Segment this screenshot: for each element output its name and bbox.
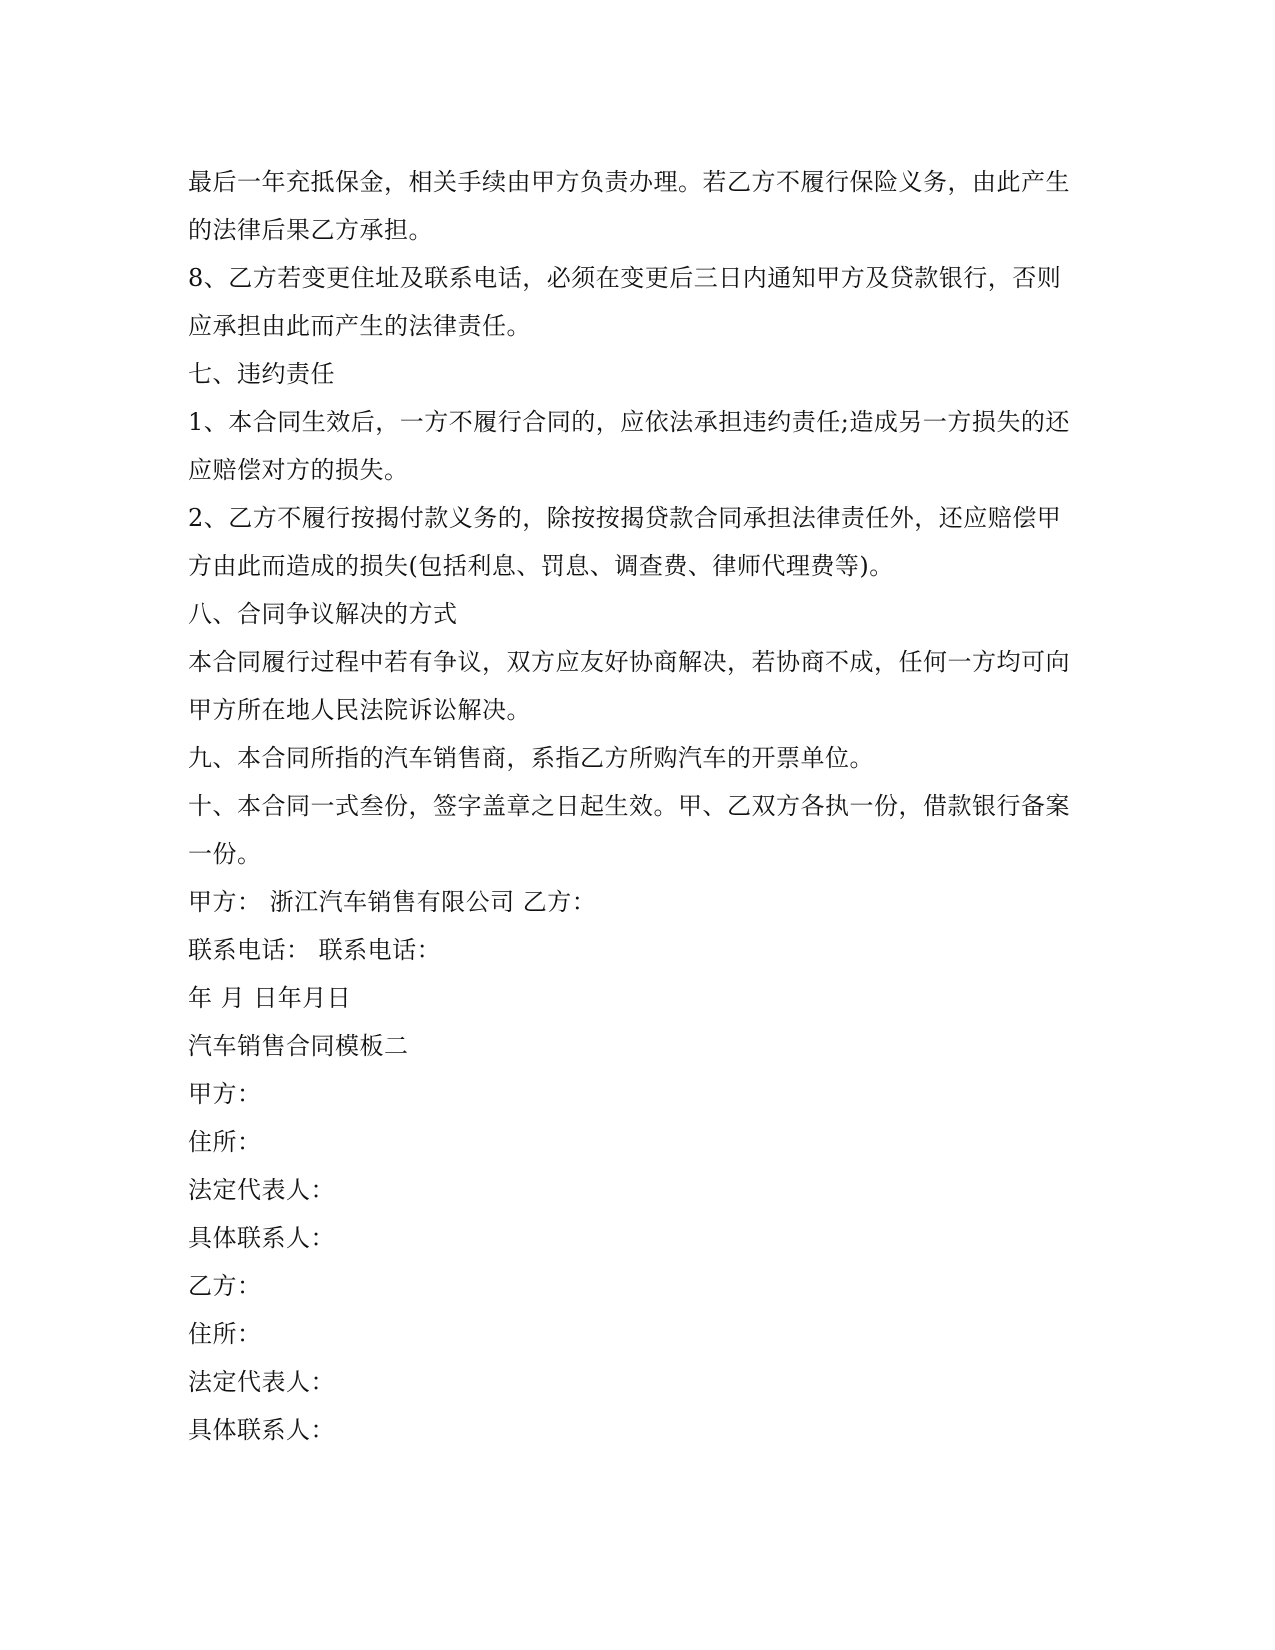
- text-line: 8、乙方若变更住址及联系电话，必须在变更后三日内通知甲方及贷款银行，否则: [188, 264, 1062, 292]
- section-heading: 七、违约责任: [188, 360, 335, 388]
- text-line: 方由此而造成的损失(包括利息、罚息、调查费、律师代理费等)。: [188, 552, 894, 580]
- party-a-legal-rep-field: 法定代表人：: [188, 1176, 335, 1204]
- document-body: [188, 158, 1088, 1454]
- party-a-address-field: 住所：: [188, 1128, 262, 1156]
- party-b-address-field: 住所：: [188, 1320, 262, 1348]
- text-line: 一份。: [188, 840, 262, 868]
- text-line: 应承担由此而产生的法律责任。: [188, 312, 531, 340]
- text-line: 甲方所在地人民法院诉讼解决。: [188, 696, 531, 724]
- party-b-legal-rep-field: 法定代表人：: [188, 1368, 335, 1396]
- text-line: 十、本合同一式叁份，签字盖章之日起生效。甲、乙双方各执一份，借款银行备案: [188, 792, 1070, 820]
- text-line: 2、乙方不履行按揭付款义务的，除按按揭贷款合同承担法律责任外，还应赔偿甲: [188, 504, 1062, 532]
- party-b-field: 乙方：: [188, 1272, 262, 1300]
- text-line: 1、本合同生效后，一方不履行合同的，应依法承担违约责任;造成另一方损失的还: [188, 408, 1070, 436]
- party-a-field: 甲方：: [188, 1080, 262, 1108]
- party-a-contact-field: 具体联系人：: [188, 1224, 335, 1252]
- signature-phone-line: 联系电话： 联系电话：: [188, 936, 442, 964]
- text-line: 应赔偿对方的损失。: [188, 456, 409, 484]
- party-b-contact-field: 具体联系人：: [188, 1416, 335, 1444]
- section-heading: 八、合同争议解决的方式: [188, 600, 458, 628]
- text-line: 的法律后果乙方承担。: [188, 216, 433, 244]
- signature-date-line: 年 月 日年月日: [188, 984, 352, 1012]
- signature-party-line: 甲方： 浙江汽车销售有限公司 乙方：: [188, 888, 597, 916]
- template-title: 汽车销售合同模板二: [188, 1032, 409, 1060]
- text-line: 本合同履行过程中若有争议，双方应友好协商解决，若协商不成，任何一方均可向: [188, 648, 1070, 676]
- text-line: 最后一年充抵保金，相关手续由甲方负责办理。若乙方不履行保险义务，由此产生: [188, 168, 1070, 196]
- text-line: 九、本合同所指的汽车销售商，系指乙方所购汽车的开票单位。: [188, 744, 874, 772]
